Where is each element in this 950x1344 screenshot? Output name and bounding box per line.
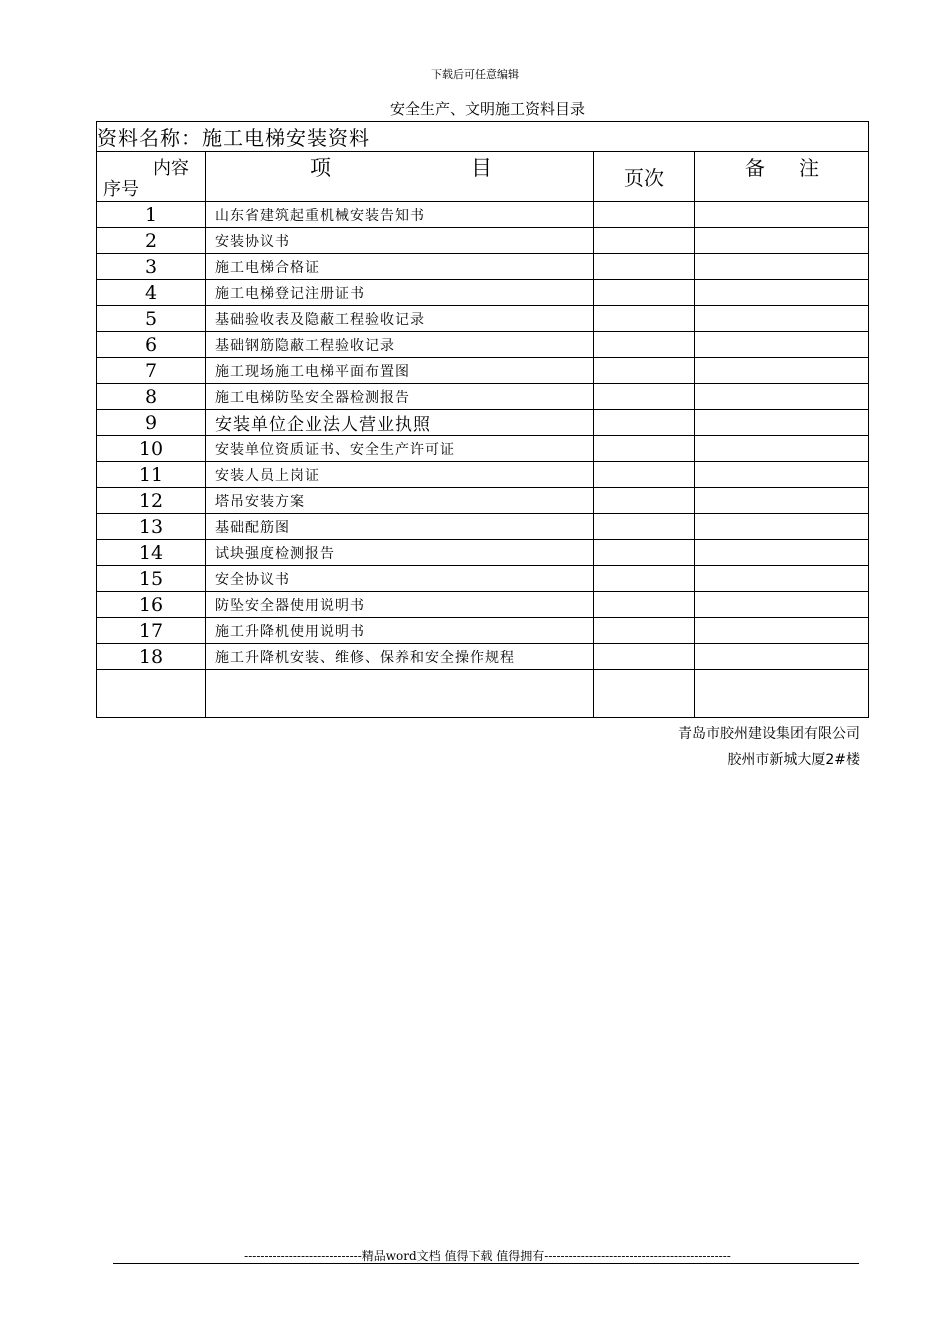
table-row: [97, 644, 869, 670]
row-page: [594, 592, 695, 618]
table-row: [97, 462, 869, 488]
header-note: 下载后可任意编辑: [431, 68, 519, 81]
row-remark: [695, 488, 869, 514]
row-item: 施工升降机使用说明书: [206, 618, 594, 644]
header-page: 页次: [594, 152, 695, 202]
table-row: [97, 618, 869, 644]
row-number: 5: [97, 306, 206, 332]
table-row: [97, 384, 869, 410]
row-page: [594, 644, 695, 670]
row-item: 塔吊安装方案: [206, 488, 594, 514]
content-number-header: [97, 152, 206, 202]
row-number: 15: [97, 566, 206, 592]
row-remark: [695, 384, 869, 410]
table-row: [97, 410, 869, 436]
row-number: 10: [97, 436, 206, 462]
row-page: [594, 514, 695, 540]
table-row: [97, 566, 869, 592]
row-number: 4: [97, 280, 206, 306]
row-item: 施工电梯合格证: [206, 254, 594, 280]
row-number: 7: [97, 358, 206, 384]
row-page: [594, 488, 695, 514]
row-remark: [695, 202, 869, 228]
row-page: [594, 228, 695, 254]
blank-cell: [594, 670, 695, 718]
blank-cell: [695, 670, 869, 718]
row-page: [594, 566, 695, 592]
row-remark: [695, 566, 869, 592]
row-remark: [695, 462, 869, 488]
header-item-left: 项: [310, 156, 331, 180]
row-page: [594, 384, 695, 410]
row-item: 防坠安全器使用说明书: [206, 592, 594, 618]
header-item: [206, 152, 594, 202]
row-item: 试块强度检测报告: [206, 540, 594, 566]
blank-row: [97, 670, 869, 718]
table-row: [97, 332, 869, 358]
table-row: [97, 488, 869, 514]
row-number: 18: [97, 644, 206, 670]
row-page: [594, 358, 695, 384]
header-row: [97, 152, 869, 202]
header-remark-left: 备: [745, 156, 765, 180]
table-row: [97, 202, 869, 228]
header-remark: [695, 152, 869, 202]
row-number: 13: [97, 514, 206, 540]
row-number: 6: [97, 332, 206, 358]
table-row: [97, 436, 869, 462]
row-page: [594, 540, 695, 566]
table-row: [97, 358, 869, 384]
blank-cell: [206, 670, 594, 718]
row-remark: [695, 358, 869, 384]
row-page: [594, 280, 695, 306]
company-block: [678, 721, 860, 773]
table-row: [97, 254, 869, 280]
row-remark: [695, 618, 869, 644]
table-row: [97, 540, 869, 566]
footer-text: -----------------------------精品word文档 值得下载 值得拥有----------------------------------------------: [244, 1249, 731, 1263]
row-remark: [695, 332, 869, 358]
row-item: 施工现场施工电梯平面布置图: [206, 358, 594, 384]
row-number: 17: [97, 618, 206, 644]
row-item: 安全协议书: [206, 566, 594, 592]
row-item: 安装协议书: [206, 228, 594, 254]
row-page: [594, 202, 695, 228]
row-remark: [695, 540, 869, 566]
row-page: [594, 332, 695, 358]
row-item: 基础验收表及隐蔽工程验收记录: [206, 306, 594, 332]
row-item: 基础配筋图: [206, 514, 594, 540]
table-row: [97, 514, 869, 540]
row-page: [594, 254, 695, 280]
row-item: 施工电梯登记注册证书: [206, 280, 594, 306]
blank-cell: [97, 670, 206, 718]
row-remark: [695, 592, 869, 618]
row-item: 安装单位企业法人营业执照: [206, 410, 594, 436]
table-row: [97, 592, 869, 618]
row-page: [594, 306, 695, 332]
row-number: 16: [97, 592, 206, 618]
row-number: 9: [97, 410, 206, 436]
footer-divider: [113, 1263, 859, 1264]
row-remark: [695, 514, 869, 540]
row-item: 基础钢筋隐蔽工程验收记录: [206, 332, 594, 358]
row-remark: [695, 436, 869, 462]
material-name-row: [97, 122, 869, 152]
catalog-table: [96, 121, 869, 718]
header-number-label: 序号: [103, 179, 139, 200]
row-number: 2: [97, 228, 206, 254]
row-remark: [695, 644, 869, 670]
row-remark: [695, 410, 869, 436]
row-number: 12: [97, 488, 206, 514]
header-item-right: 目: [471, 156, 492, 180]
table-row: [97, 228, 869, 254]
row-page: [594, 436, 695, 462]
row-page: [594, 618, 695, 644]
row-remark: [695, 280, 869, 306]
material-name: 资料名称：施工电梯安装资料: [97, 122, 869, 152]
row-item: 安装人员上岗证: [206, 462, 594, 488]
row-number: 14: [97, 540, 206, 566]
header-remark-right: 注: [799, 156, 819, 180]
row-remark: [695, 254, 869, 280]
row-item: 施工升降机安装、维修、保养和安全操作规程: [206, 644, 594, 670]
row-remark: [695, 306, 869, 332]
row-number: 8: [97, 384, 206, 410]
document-title: 安全生产、文明施工资料目录: [389, 100, 585, 118]
row-item: 安装单位资质证书、安全生产许可证: [206, 436, 594, 462]
row-item: 山东省建筑起重机械安装告知书: [206, 202, 594, 228]
row-page: [594, 462, 695, 488]
table-row: [97, 280, 869, 306]
row-number: 3: [97, 254, 206, 280]
row-number: 1: [97, 202, 206, 228]
project-name: 胶州市新城大厦2#楼: [727, 752, 860, 768]
table-row: [97, 306, 869, 332]
header-content-label: 内容: [153, 158, 189, 179]
row-number: 11: [97, 462, 206, 488]
row-item: 施工电梯防坠安全器检测报告: [206, 384, 594, 410]
row-remark: [695, 228, 869, 254]
row-page: [594, 410, 695, 436]
company-name: 青岛市胶州建设集团有限公司: [678, 726, 860, 742]
